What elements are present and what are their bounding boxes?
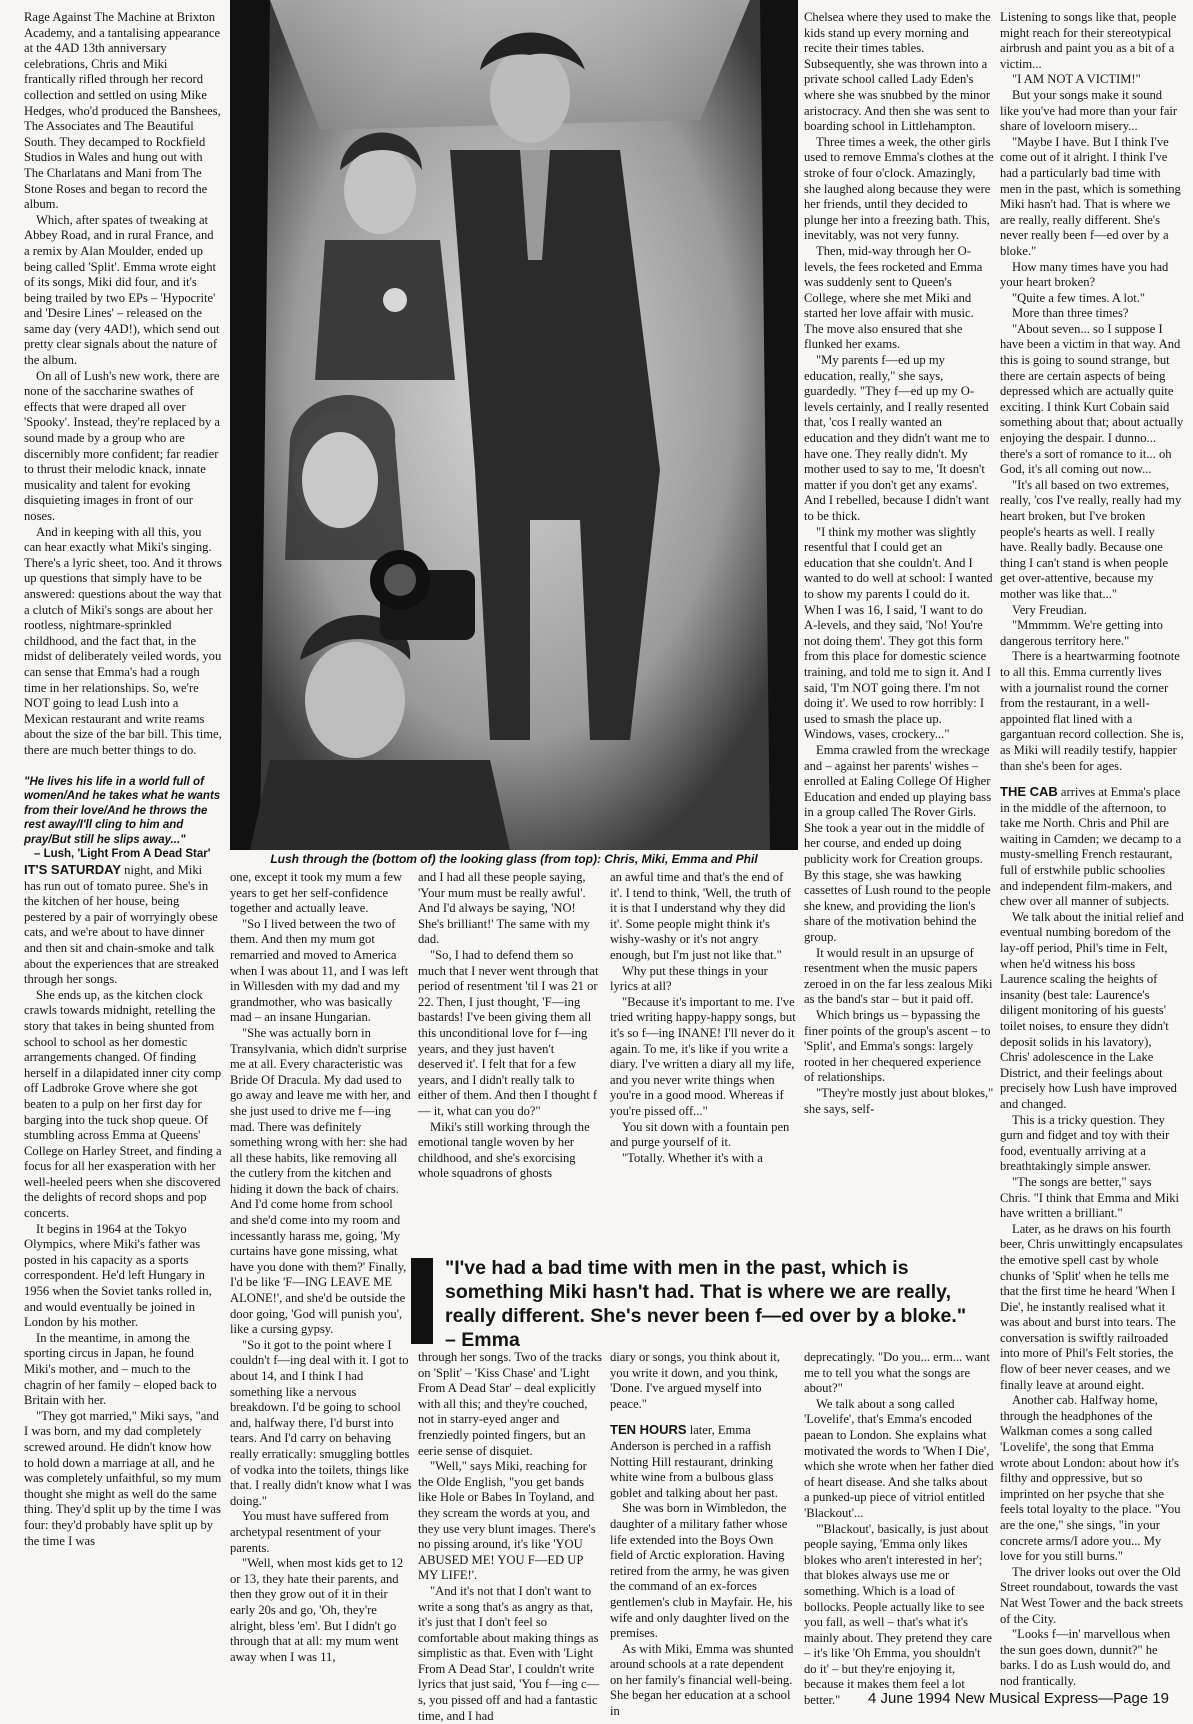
paragraph: "They're mostly just about blokes," she says, self- — [804, 1085, 994, 1116]
paragraph: THE CAB arrives at Emma's place in the middle of the afternoon, to take me North. Chris and Phil are waiting in Camden; we decamp to a musty-smelling French restaurant, full of erstwhile public schoolies and independent film-makers, and chew over all manner of subjects. — [1000, 784, 1182, 909]
paragraph: "The songs are better," says Chris. "I think that Emma and Miki have written a brilliant." — [1000, 1174, 1179, 1221]
paragraph: Then, mid-way through her O-levels, the fees rocketed and Emma was suddenly sent to Queen's College, where she met Miki and started her love affair with music. The move also ensured that she flunked her exams. — [804, 243, 983, 352]
paragraph: "It's all based on two extremes, really, 'cos I've really, really had my heart broken, but I've broken people's hearts as well. I really have. Really badly. Because one thing I can't stand is when people get over-attentive, because my mother was like that..." — [1000, 477, 1182, 601]
article-column-3-top — [418, 870, 602, 1250]
paragraph: We talk about the initial relief and eventual numbing boredom of the lay-off period, Phil's time in Felt, when he'd witness his boss Laurence scaling the heights of insanity (best tale: Laurence's diligent monitoring of his guests' toilet noises, to ensure they didn't deposit solids in his lavatory), Chris' adolescence in the Lake District, and their feelings about precisely how Lush have improved and changed. — [1000, 909, 1184, 1111]
paragraph: Rage Against The Machine at Brixton Academy, and a tantalising appearance at the 4AD 13th anniversary celebrations, Chris and Miki frantically rifled through her record collection and settled on using Mike Hedges, who'd produced the Banshees, The Associates and The Beautiful South. They decamped to Rockfield Studios in Wales and hung out with The Charlatans and Mani from The Stone Roses and began to record the album. — [24, 10, 221, 212]
paragraph: Why put these things in your lyrics at all? — [610, 963, 768, 994]
paragraph: "'Blackout', basically, is just about people saying, 'Emma only likes blokes who aren't interested in her'; that blokes always use me or something. Which is a load of bollocks. People actually like to see you fall, as well – that's what it's mainly about. They pretend they care – it's like 'Oh Emma, you shouldn't do it' – but they're enjoying it, because it makes them feel a lot better." — [804, 1521, 992, 1708]
paragraph: But your songs make it sound like you've had more than your fair share of loveloorn misery... — [1000, 87, 1178, 134]
band-photo-illustration — [230, 0, 798, 850]
paragraph: "So it got to the point where I couldn't f—ing deal with it. I got to about 14, and I think I had something like a nervous breakdown. I'd be going to school and, halfway there, I'd burst into tears. And I'd carry on behaving really erratically: smuggling bottles of vodka into the toilets, things like that. I really didn't know what I was doing." — [230, 1337, 412, 1508]
paragraph: an awful time and that's the end of it'. I tend to think, 'Well, the truth of it is that I understand why they did it'. Some people might think it's wishy-washy or it's not angry enough, but I'm just not like that." — [610, 870, 791, 962]
paragraph: "And it's not that I don't want to write a song that's as angry as that, it's just that I don't feel so comfortable about making things as simplistic as that. Even with 'Light From A Dead Star', I couldn't write lyrics that just said, 'You f—ing c—s, you pissed off and had a fantastic time, and I had — [418, 1583, 600, 1723]
page-footer: 4 June 1994 New Musical Express—Page 19 — [868, 1690, 1169, 1707]
paragraph: Chelsea where they used to make the kids stand up every morning and recite their times tables. Subsequently, she was thrown into a private school called Lady Eden's where she was snubbed by the minor aristocracy. And then she was sent to boarding school in Littlehampton. — [804, 10, 991, 134]
paragraph: The driver looks out over the Old Street roundabout, towards the vast Nat West Tower and the back streets of the City. — [1000, 1564, 1183, 1626]
paragraph: "So I lived between the two of them. And then my mum got remarried and moved to America when I was about 11, and I was left in Willesden with my dad and my grandmother, who was basically mad – an insane Hungarian. — [230, 916, 409, 1025]
article-column-5-bottom — [804, 1350, 994, 1708]
paragraph: "So, I had to defend them so much that I never went through that period of resentment 'til I was 21 or 22. Then, I just thought, 'F—ing bastards! I've been giving them all this unconditional love for f—ing years, and they just haven't deserved it'. I felt that for a few years, and I didn't really talk to either of them. And then I thought f— it, what can you do?" — [418, 947, 599, 1118]
paragraph: "Well," says Miki, reaching for the Olde English, "you get bands like Hole or Babes In Toyland, and they scream the words at you, and they use very blunt images. There's no pissing around, it's like 'YOU ABUSED ME! YOU F—ED UP MY LIFE!'. — [418, 1459, 596, 1583]
paragraph: deprecatingly. "Do you... erm... want me to tell you what the songs are about?" — [804, 1350, 990, 1396]
pull-quote-text: "I've had a bad time with men in the past, which is something Miki hasn't had. That is where we are really, really different. She's never been f—ed over by a bloke." – Emma — [445, 1257, 967, 1351]
paragraph: "Totally. Whether it's with a — [622, 1150, 763, 1165]
article-column-1-bottom — [24, 862, 222, 1712]
paragraph: Three times a week, the other girls used to remove Emma's clothes at the stroke of four o'clock. Amazingly, she laughed along because they were her friends, until they decided to plunge her into a freezing bath. This, inevitably, was not very funny. — [804, 134, 994, 243]
paragraph: It would result in an upsurge of resentment when the music papers zeroed in on the far less zealous Miki as the band's star – but it paid off. — [804, 945, 993, 1007]
paragraph: As with Miki, Emma was shunted around schools at a rate dependent on her family's financial well-being. She began her education at a school in — [610, 1641, 794, 1719]
article-column-5-top — [804, 10, 994, 1250]
paragraph: It begins in 1964 at the Tokyo Olympics, where Miki's father was posted in his capacity as a sports correspondent. He'd left Hungary in 1956 when the Soviet tanks rolled in, and would eventually be joined in London by his mother. — [24, 1221, 212, 1330]
paragraph: You must have suffered from archetypal resentment of your parents. — [230, 1509, 389, 1555]
paragraph: "Quite a few times. A lot." — [1012, 290, 1146, 305]
article-column-2 — [230, 870, 414, 1712]
paragraph: one, except it took my mum a few years to get her self-confidence together and actually leave. — [230, 870, 403, 916]
article-column-6 — [1000, 10, 1184, 1688]
paragraph: diary or songs, you think about it, you write it down, and you think, 'Done. I've argued myself into peace." — [610, 1350, 781, 1411]
paragraph: "About seven... so I suppose I have been a victim in that way. And this is going to sound strange, but there are certain aspects of being depressed which are actually quite exciting. I think Kurt Cobain said something about that; about actually enjoying the despair. I dunno... there's a sort of romance to it... oh God, it's all coming out now... — [1000, 321, 1184, 477]
paragraph: "Looks f—in' marvellous when the sun goes down, dunnit?" he barks. I do as Lush would do, and nod frantically. — [1000, 1627, 1171, 1688]
paragraph: Another cab. Halfway home, through the headphones of the Walkman comes a song called 'Lovelife', the song that Emma wrote about London: about how it's filthy and oppressive, but so imprinted on her psyche that she feels total loyalty to the place. "You are the one," she sings, "in your concrete arms/I adore you... My love for you still burns." — [1000, 1393, 1181, 1564]
paragraph: "Maybe I have. But I think I've come out of it alright. I think I've had a particularly bad time with men in the past, which is something Miki hasn't had. That is where we are really, really different. She's never really been f—ed over by a bloke." — [1000, 134, 1181, 258]
paragraph: She ends up, as the kitchen clock crawls towards midnight, retelling the story that takes in being shunted from school to school as her domestic arrangements changed. Of finding herself in a dilapidated inner city comp off Ladbroke Grove where she got beaten to a pulp on her first day for barging into the tuck shop queue. Of stumbling across Emma at Queens' College on Harley Street, and finding a focus for all her exasperation with her well-heeled peers when she discovered the delights of record shops and pop concerts. — [24, 987, 222, 1221]
article-column-3-bottom — [418, 1350, 602, 1723]
article-column-4-bottom — [610, 1350, 796, 1719]
paragraph: "My parents f—ed up my education, really," she says, guardedly. "They f—ed up my O-levels certainly, and I really resented that, 'cos I really wanted an education and they didn't want me to have one. They really didn't. My mother used to say to me, 'It doesn't matter if you don't get any exams'. And I rebelled, because I didn't want to be thick. — [804, 353, 990, 523]
paragraph: and I had all these people saying, 'Your mum must be really awful'. And I'd always be saying, 'NO! She's brilliant!' The same with my dad. — [418, 870, 590, 947]
lyric-quote: "He lives his life in a world full of women/And he takes what he wants from their love/And he throws the rest away/I'll cling to him and pray/But still he slips away..." — [24, 775, 221, 846]
paragraph: Later, as he draws on his fourth beer, Chris unwittingly encapsulates the emotive spell cast by whole chunks of 'Split' when he tells me that the first time he heard 'When I Die', he instantly realised what it was about and burst into tears. The conversation is swiftly railroaded into more of Phil's Felt stories, the flow of beer never ceases, and we finally leave at around eight. — [1000, 1221, 1183, 1392]
paragraph: Miki's still working through the emotional tangle woven by her childhood, and she's exorcising whole squadrons of ghosts — [418, 1119, 590, 1181]
paragraph: This is a tricky question. They gurn and fidget and toy with their food, eventually arriving at a breathtakingly simple answer. — [1000, 1112, 1170, 1174]
article-column-4-top — [610, 870, 796, 1250]
paragraph: "I think my mother was slightly resentful that I could get an education that she couldn't. And I wanted to do well at school: I wanted to show my parents I could do it. When I was 16, I said, 'I want to do A-levels, and they said, 'No! You're not doing them'. They got this form from this place for domestic science training, and told me to sign it. And I said, 'I'm NOT going there. I'm not doing it'. We used to row horribly: I used to smash the place up. Windows, vases, crockery..." — [804, 524, 993, 742]
paragraph: Very Freudian. — [1012, 602, 1087, 617]
section-lead: IT'S SATURDAY — [24, 862, 121, 877]
paragraph: "Because it's important to me. I've tried writing happy-happy songs, but it's so f—ing INANE! I'll never do it again. To me, it's like if you write a diary. I've written a diary all my life, and you never write things when you're in a good mood. Whereas if you're pissed off..." — [610, 994, 796, 1118]
paragraph: Which brings us – bypassing the finer points of the group's ascent – to 'Split', and Emma's songs: largely rooted in her chequered experience of relationships. — [804, 1008, 991, 1085]
paragraph: "Well, when most kids get to 12 or 13, they hate their parents, and then they grow out of it in their early 20s and go, 'Oh, they're alright, bless 'em'. But I didn't go through that at all: my mum went away when I was 11, — [230, 1556, 404, 1664]
paragraph: "She was actually born in Transylvania, which didn't surprise me at all. Every characteristic was Bride Of Dracula. My dad used to go away and leave me with her, and she just used to drive me f—ing mad. There was definitely something wrong with her: she had all these habits, like removing all the cutlery from the kitchen and hiding it down the back of chairs. And I'd come home from school and she'd come into my room and incessantly harass me, going, 'My curtains have gone missing, what have you done with them?' Finally, I'd be like 'F—ING LEAVE ME ALONE!', and she'd be outside the door going, 'God will punish you', like a cursing gypsy. — [230, 1025, 411, 1337]
paragraph: through her songs. Two of the tracks on 'Split' – 'Kiss Chase' and 'Light From A Dead Star' – deal explicitly with all this; and they're couched, not in starry-eyed anger and frenziedly pointed fingers, but an eerie sense of disquiet. — [418, 1350, 602, 1458]
paragraph: You sit down with a fountain pen and purge yourself of it. — [610, 1119, 790, 1150]
section-lead: THE CAB — [1000, 784, 1058, 800]
paragraph: She was born in Wimbledon, the daughter of a military father whose life extended into the Boys Own field of Arctic exploration. Having retired from the army, he was given the command of an ex-forces gentlemen's club in Mayfair. He, his wife and only daughter lived on the premises. — [610, 1501, 793, 1641]
paragraph: More than three times? — [1012, 306, 1129, 321]
lyric-credit: – Lush, 'Light From A Dead Star' — [34, 848, 211, 860]
band-photo — [230, 0, 798, 850]
paragraph: Emma crawled from the wreckage and – against her parents' wishes – enrolled at Ealing College Of Higher Education and ended up playing bass in a group called The Rover Girls. She took a year out in the middle of her course, and ended up doing publicity work for Creation groups. By this stage, she was hawking cassettes of Lush round to the people she knew, and providing the lion's share of the motivation behind the group. — [804, 742, 992, 945]
paragraph: "Mmmmm. We're getting into dangerous territory here." — [1000, 618, 1163, 648]
section-lead: TEN HOURS — [610, 1422, 687, 1438]
paragraph: Listening to songs like that, people might reach for their stereotypical airbrush and paint you as a bit of a victim... — [1000, 10, 1177, 71]
paragraph: "I AM NOT A VICTIM!" — [1012, 72, 1141, 87]
paragraph: IT'S SATURDAY night, and Miki has run out of tomato puree. She's in the kitchen of her house, being pestered by a pair of worryingly obese cats, and we're about to have dinner and then sit and chain-smoke and talk about the experiences that are streaked through her songs. — [24, 862, 219, 987]
paragraph: In the meantime, in among the sporting circus in Japan, he found Miki's mother, and – much to the chagrin of her family – eloped back to Britain with her. — [24, 1330, 217, 1408]
photo-caption: Lush through the (bottom of) the looking glass (from top): Chris, Miki, Emma and Phil — [270, 852, 758, 866]
paragraph: We talk about a song called 'Lovelife', that's Emma's encoded paean to London. She explains what motivated the words to 'When I Die', which she wrote when her father died of heart disease. And she talks about a punked-up piece of vitriol entitled 'Blackout'... — [804, 1396, 994, 1520]
paragraph: And in keeping with all this, you can hear exactly what Miki's singing. There's a lyric sheet, too. And it throws up questions that simply have to be answered: questions about the way that a clutch of Miki's songs are about her rootless, nightmare-sprinkled childhood, and the fact that, in the midst of deliberately veiled words, you can sense that Emma's had a rough time in her relationships. So, we're NOT going to lead Lush into a Mexican restaurant and write reams about the size of the bar bill. This time, there are much better things to do. — [24, 524, 222, 757]
article-column-1-top — [24, 10, 222, 860]
paragraph: TEN HOURS later, Emma Anderson is perched in a raffish Notting Hill restaurant, drinking white wine from a bulbous glass goblet and talking about her past. — [610, 1422, 778, 1500]
paragraph: "They got married," Miki says, "and I was born, and my dad completely screwed around. He didn't know how to hold down a marriage at all, and he was completely unfaithful, so my mum thought she might as well do the same thing. They'd split up by the time I was four: they'd probably have split up by the time I was — [24, 1408, 222, 1548]
pull-quote — [411, 1256, 971, 1351]
pull-quote-bar — [411, 1258, 433, 1344]
paragraph: How many times have you had your heart broken? — [1000, 259, 1169, 290]
paragraph: There is a heartwarming footnote to all this. Emma currently lives with a journalist round the corner from the restaurant, in a well-appointed flat lined with a gargantuan record collection. She is, as Miki will readily testify, happier than she's been for ages. — [1000, 649, 1184, 773]
paragraph: On all of Lush's new work, there are none of the saccharine swathes of effects that were draped all over 'Spooky'. Instead, they're replaced by a sound made by a group who are discernibly more confident; far readier to thrust their melodic knack, innate musicality and talent for evoking disquieting images in front of our noses. — [24, 368, 220, 523]
paragraph: Which, after spates of tweaking at Abbey Road, and in rural France, and a remix by Alan Moulder, ended up being called 'Split'. Emma wrote eight of its songs, Miki did four, and it's being trailed by two EPs – 'Hypocrite' and 'Desire Lines' – released on the same day (very 4AD!), which send out pretty clear signals about the nature of the album. — [24, 212, 220, 368]
